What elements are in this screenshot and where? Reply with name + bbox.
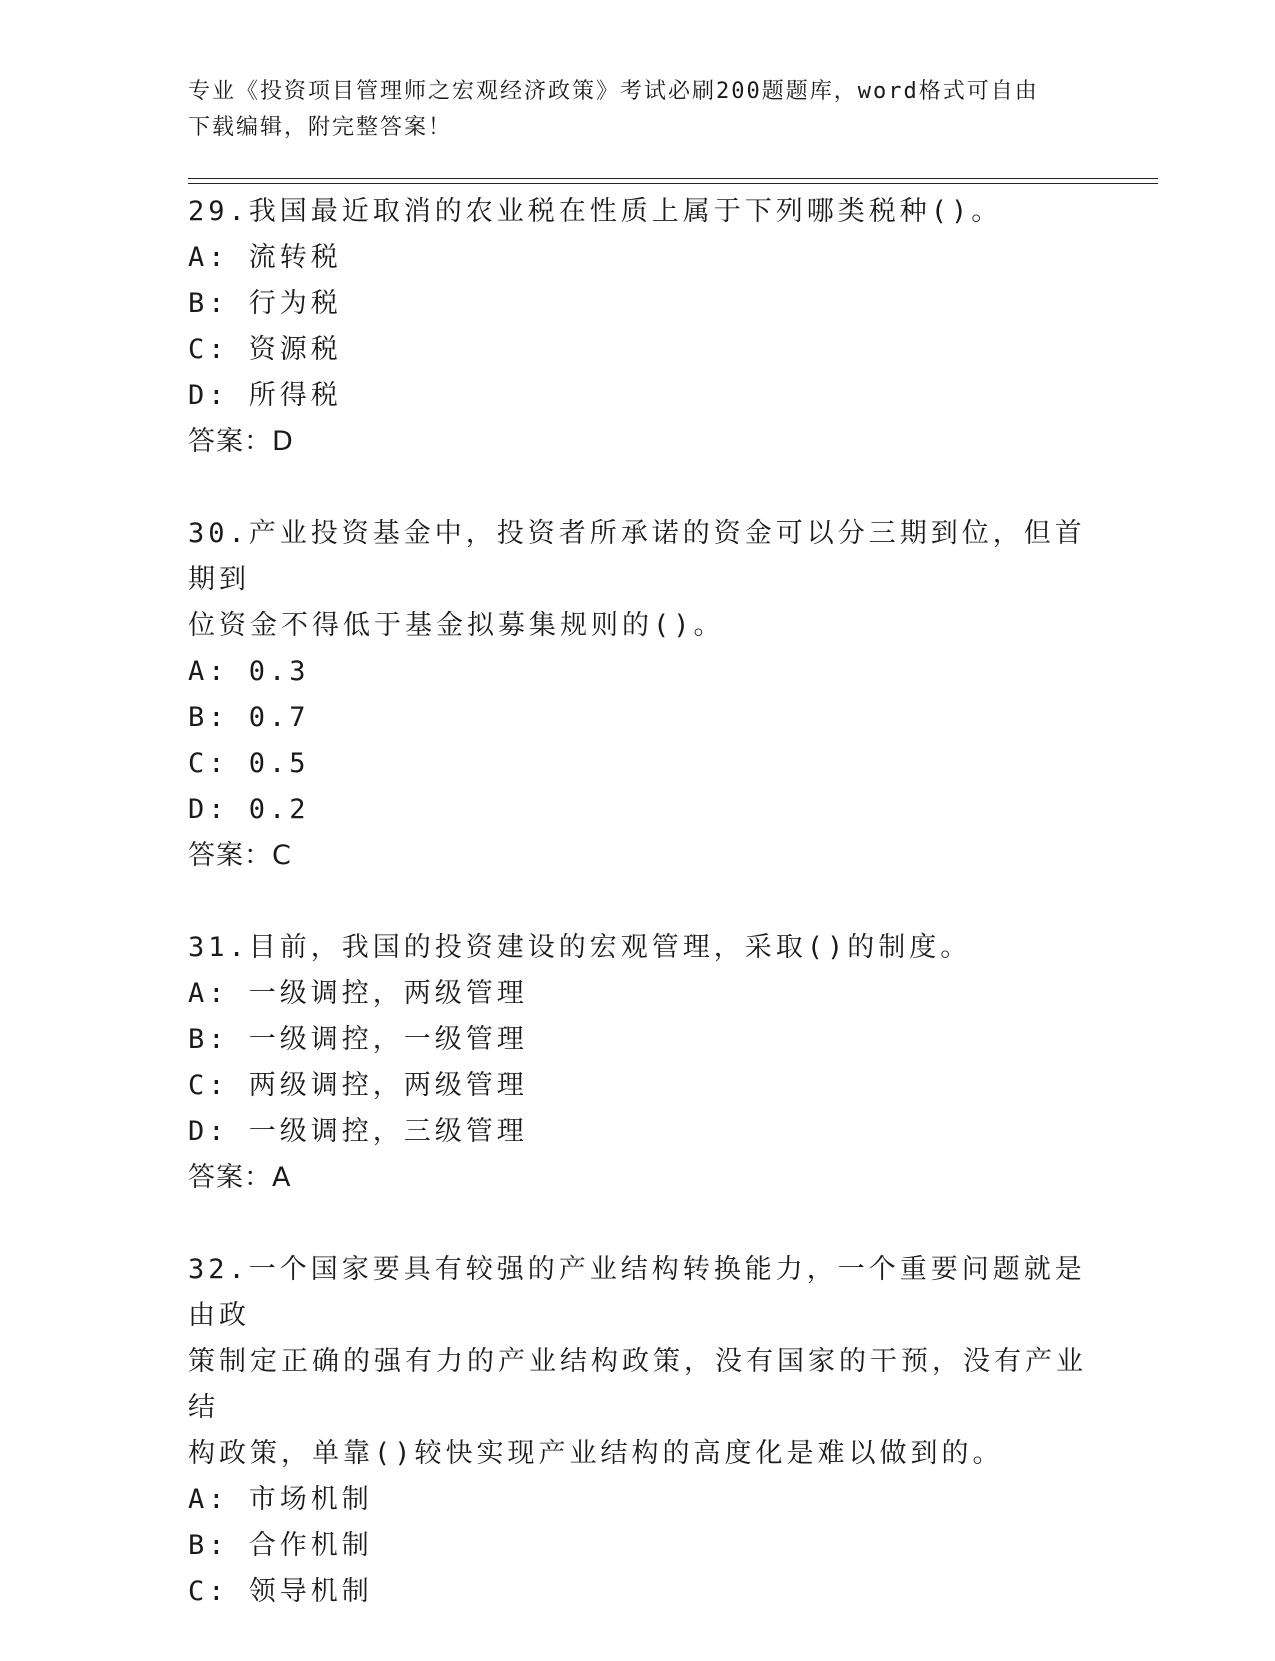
header-divider-bottom [188,183,1158,184]
question-text: 31.目前，我国的投资建设的宏观管理，采取()的制度。 [188,932,972,963]
option-c: C: 资源税 [188,334,342,365]
option-a: A: 0.3 [188,656,310,687]
question-text-line-2: 策制定正确的强有力的产业结构政策，没有国家的干预，没有产业结 [188,1346,1087,1423]
question-text-line-3: 构政策，单靠()较快实现产业结构的高度化是难以做到的。 [188,1438,1004,1469]
option-c: C: 领导机制 [188,1576,373,1607]
question-30 [188,511,1088,879]
option-a: A: 一级调控，两级管理 [188,978,528,1009]
option-b: B: 0.7 [188,702,310,733]
question-text-line-1: 30.产业投资基金中，投资者所承诺的资金可以分三期到位，但首期到 [188,518,1086,595]
question-text: 29.我国最近取消的农业税在性质上属于下列哪类税种()。 [188,196,1003,227]
question-text-line-2: 位资金不得低于基金拟募集规则的()。 [188,610,725,641]
answer: 答案：A [188,1162,292,1193]
question-31 [188,925,1088,1201]
option-b: B: 一级调控，一级管理 [188,1024,528,1055]
question-text-line-1: 32.一个国家要具有较强的产业结构转换能力，一个重要问题就是由政 [188,1254,1086,1331]
question-list [188,189,1088,1661]
option-d: D: 所得税 [188,380,342,411]
option-a: A: 市场机制 [188,1484,373,1515]
question-32 [188,1247,1088,1615]
option-c: C: 两级调控，两级管理 [188,1070,528,1101]
header-divider-top [188,178,1158,179]
option-b: B: 行为税 [188,288,342,319]
option-a: A: 流转税 [188,242,342,273]
document-header [188,74,1068,146]
option-b: B: 合作机制 [188,1530,373,1561]
option-d: D: 0.2 [188,794,310,825]
header-line-1: 专业《投资项目管理师之宏观经济政策》考试必刷200题题库，word格式可自由 [188,79,1039,104]
option-c: C: 0.5 [188,748,310,779]
answer: 答案：D [188,426,294,457]
answer: 答案：C [188,840,292,871]
question-29 [188,189,1088,465]
option-d: D: 一级调控，三级管理 [188,1116,528,1147]
header-line-2: 下载编辑，附完整答案！ [188,115,453,140]
